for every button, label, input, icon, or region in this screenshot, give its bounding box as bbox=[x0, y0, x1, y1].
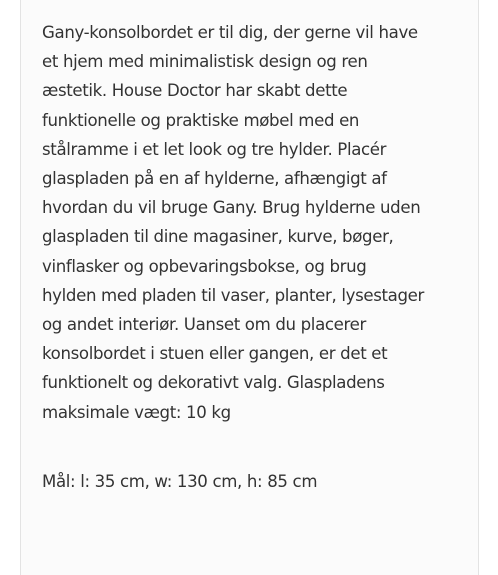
description-panel bbox=[20, 0, 479, 575]
description-line: vinflasker og opbevaringsbokse, og brug bbox=[42, 256, 367, 276]
description-line: maksimale vægt: 10 kg bbox=[42, 402, 231, 422]
description-line: funktionelle og praktiske møbel med en bbox=[42, 110, 360, 130]
description-line: funktionelt og dekorativt valg. Glaspladens bbox=[42, 373, 385, 393]
description-line: stålramme i et let look og tre hylder. Placér bbox=[42, 139, 387, 159]
description-line: hvordan du vil bruge Gany. Brug hylderne uden bbox=[42, 198, 421, 218]
description-line: et hjem med minimalistisk design og ren bbox=[42, 52, 368, 72]
description-line: glaspladen på en af hylderne, afhængigt af bbox=[42, 169, 387, 189]
description-line: hylden med pladen til vaser, planter, lysestager bbox=[42, 285, 425, 305]
description-line: æstetik. House Doctor har skabt dette bbox=[42, 81, 348, 101]
paragraph-spacer bbox=[42, 427, 462, 456]
description-line: og andet interiør. Uanset om du placerer bbox=[42, 315, 366, 335]
description-line: glaspladen til dine magasiner, kurve, bøger, bbox=[42, 227, 394, 247]
description-line: Gany-konsolbordet er til dig, der gerne vil have bbox=[42, 23, 418, 42]
product-description bbox=[42, 18, 462, 496]
product-dimensions: Mål: l: 35 cm, w: 130 cm, h: 85 cm bbox=[42, 472, 318, 492]
description-line: konsolbordet i stuen eller gangen, er det et bbox=[42, 344, 388, 364]
